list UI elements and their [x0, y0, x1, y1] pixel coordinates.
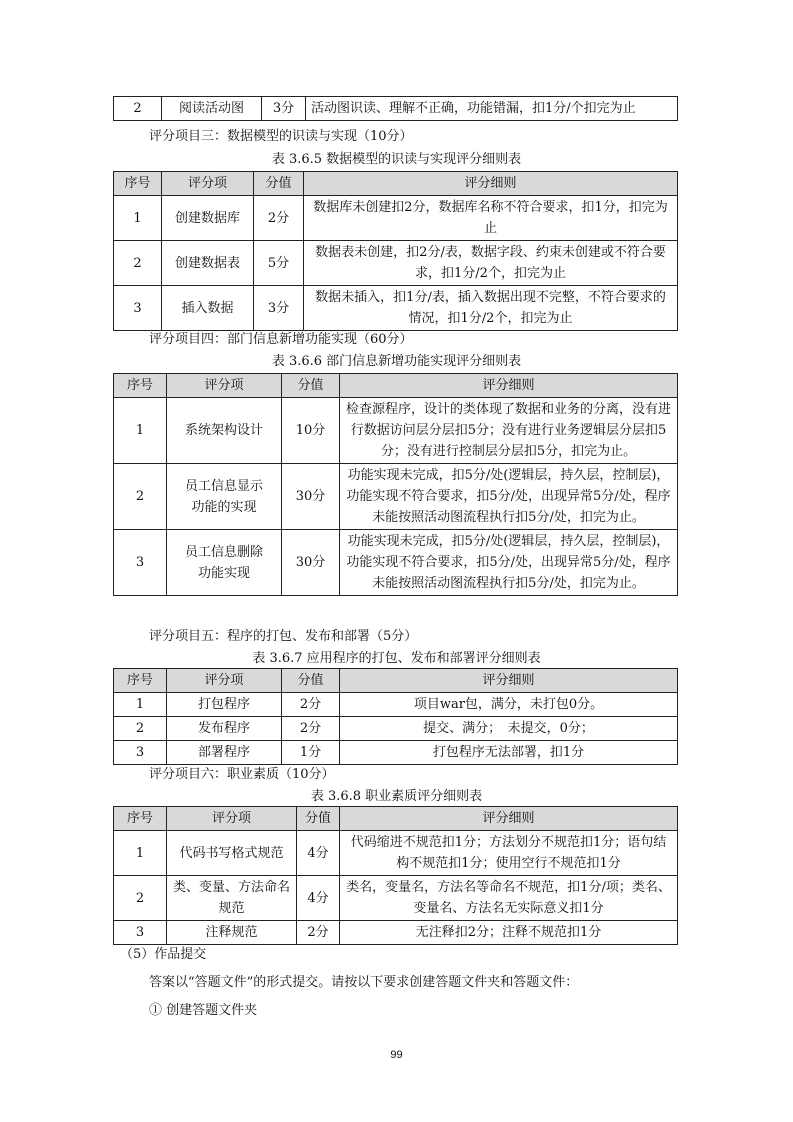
table-cell: 4分 [297, 831, 340, 876]
table-header-row [114, 669, 678, 693]
table-cell: 2分 [282, 717, 340, 741]
table-cell: 功能实现未完成，扣5分/处(逻辑层，持久层，控制层)，功能实现不符合要求，扣5分/处，出现异常5分/处，程序未能按照活动图流程执行扣5分/处，扣完为止。 [340, 464, 678, 530]
submit-paragraph: 答案以“答题文件”的形式提交。请按以下要求创建答题文件夹和答题文件： [149, 975, 579, 990]
table-header-row [114, 374, 678, 398]
table-cell: 代码缩进不规范扣1分；方法划分不规范扣1分；语句结构不规范扣1分；使用空行不规范扣1分 [340, 831, 678, 876]
table-cell: 数据库未创建扣2分，数据库名称不符合要求，扣1分，扣完为止 [304, 196, 678, 241]
table-cell: 创建数据表 [162, 241, 254, 286]
table-cell: 类名，变量名，方法名等命名不规范，扣1分/项；类名、变量名、方法名无实际意义扣1分 [340, 876, 678, 921]
table-row [114, 831, 678, 876]
section-title-4: 评分项目四：部门信息新增功能实现（60分） [149, 332, 413, 347]
column-header: 评分项 [167, 374, 282, 398]
column-header: 评分项 [167, 807, 297, 831]
table-cell: 代码书写格式规范 [167, 831, 297, 876]
table-cell: 数据未插入，扣1分/表，插入数据出现不完整，不符合要求的情况，扣1分/2个，扣完为止 [304, 286, 678, 331]
table-cell: 2分 [254, 196, 304, 241]
table-cell: 10分 [282, 398, 340, 464]
table-cell: 3 [114, 921, 167, 945]
table-cell: 3 [114, 530, 167, 596]
table-cell: 30分 [282, 530, 340, 596]
table-row [114, 286, 678, 331]
table-activity-diagram [113, 96, 678, 121]
table-row [114, 717, 678, 741]
column-header: 序号 [114, 374, 167, 398]
table-cell: 5分 [254, 241, 304, 286]
table-cell: 项目war包，满分，未打包0分。 [340, 693, 678, 717]
table-row [114, 241, 678, 286]
table-cell: 员工信息显示功能的实现 [167, 464, 282, 530]
table-cell: 2 [114, 876, 167, 921]
table-cell: 2分 [297, 921, 340, 945]
table-cell: 3 [114, 741, 167, 765]
table-cell: 2 [114, 97, 162, 121]
table-cell: 数据表未创建，扣2分/表，数据字段、约束未创建或不符合要求，扣1分/2个，扣完为止 [304, 241, 678, 286]
table-cell: 3 [114, 286, 162, 331]
table-cell: 阅读活动图 [162, 97, 262, 121]
page-number: 99 [390, 1049, 403, 1061]
column-header: 分值 [282, 669, 340, 693]
table-cell: 1 [114, 831, 167, 876]
table-row [114, 464, 678, 530]
submit-heading: （5）作品提交 [120, 947, 207, 962]
table-caption-3-6-7: 表 3.6.7 应用程序的打包、发布和部署评分细则表 [252, 651, 541, 666]
table-cell: 3分 [254, 286, 304, 331]
table-cell: 员工信息删除功能实现 [167, 530, 282, 596]
table-cell: 打包程序无法部署，扣1分 [340, 741, 678, 765]
table-row [114, 530, 678, 596]
table-cell: 系统架构设计 [167, 398, 282, 464]
table-cell: 检查源程序，设计的类体现了数据和业务的分离，没有进行数据访问层分层扣5分；没有进行业务逻辑层分层扣5分；没有进行控制层分层扣5分，扣完为止。 [340, 398, 678, 464]
table-row [114, 196, 678, 241]
table-cell: 类、变量、方法命名规范 [167, 876, 297, 921]
table-caption-3-6-5: 表 3.6.5 数据模型的识读与实现评分细则表 [271, 152, 522, 167]
table-cell: 发布程序 [167, 717, 282, 741]
column-header: 分值 [254, 172, 304, 196]
table-row [114, 693, 678, 717]
table-cell: 1分 [282, 741, 340, 765]
table-cell: 4分 [297, 876, 340, 921]
table-cell: 2 [114, 241, 162, 286]
table-cell: 功能实现未完成，扣5分/处(逻辑层，持久层，控制层)，功能实现不符合要求，扣5分/处，出现异常5分/处，程序未能按照活动图流程执行扣5分/处，扣完为止。 [340, 530, 678, 596]
table-3-6-7 [113, 668, 678, 765]
table-row [114, 876, 678, 921]
column-header: 评分细则 [340, 807, 678, 831]
table-cell: 1 [114, 196, 162, 241]
table-header-row [114, 807, 678, 831]
section-title-3: 评分项目三：数据模型的识读与实现（10分） [149, 129, 413, 144]
column-header: 序号 [114, 172, 162, 196]
table-3-6-6 [113, 373, 678, 596]
table-cell: 1 [114, 398, 167, 464]
table-row [114, 97, 678, 121]
table-cell: 无注释扣2分；注释不规范扣1分 [340, 921, 678, 945]
table-cell: 2 [114, 717, 167, 741]
table-row [114, 398, 678, 464]
table-caption-3-6-6: 表 3.6.6 部门信息新增功能实现评分细则表 [271, 354, 522, 369]
submit-item-1: ① 创建答题文件夹 [149, 1003, 258, 1018]
table-cell: 创建数据库 [162, 196, 254, 241]
table-cell: 插入数据 [162, 286, 254, 331]
column-header: 序号 [114, 669, 167, 693]
column-header: 评分细则 [304, 172, 678, 196]
table-cell: 1 [114, 693, 167, 717]
table-caption-3-6-8: 表 3.6.8 职业素质评分细则表 [310, 789, 483, 804]
table-cell: 3分 [262, 97, 306, 121]
column-header: 评分细则 [340, 374, 678, 398]
table-cell: 提交、满分； 未提交，0分； [340, 717, 678, 741]
section-title-6: 评分项目六：职业素质（10分） [149, 767, 335, 782]
table-cell: 30分 [282, 464, 340, 530]
column-header: 分值 [297, 807, 340, 831]
table-cell: 注释规范 [167, 921, 297, 945]
table-row [114, 921, 678, 945]
table-cell: 打包程序 [167, 693, 282, 717]
column-header: 评分细则 [340, 669, 678, 693]
table-cell: 2分 [282, 693, 340, 717]
column-header: 评分项 [162, 172, 254, 196]
column-header: 分值 [282, 374, 340, 398]
table-3-6-8 [113, 806, 678, 945]
table-cell: 活动图识读、理解不正确，功能错漏，扣1分/个扣完为止 [306, 97, 678, 121]
column-header: 评分项 [167, 669, 282, 693]
table-header-row [114, 172, 678, 196]
table-cell: 部署程序 [167, 741, 282, 765]
section-title-5: 评分项目五：程序的打包、发布和部署（5分） [149, 629, 418, 644]
column-header: 序号 [114, 807, 167, 831]
table-row [114, 741, 678, 765]
table-cell: 2 [114, 464, 167, 530]
table-3-6-5 [113, 171, 678, 331]
